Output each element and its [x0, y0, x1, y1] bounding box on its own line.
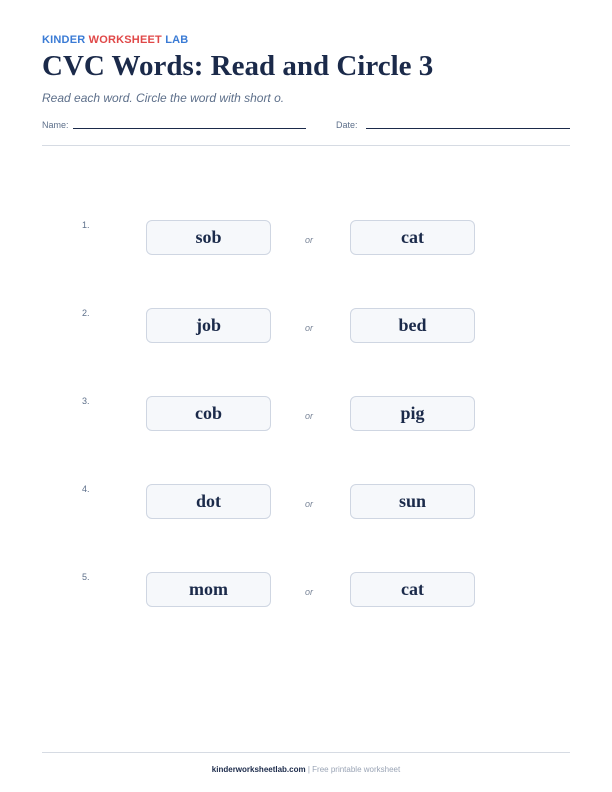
or-connector: or [305, 587, 314, 597]
date-label: Date: [336, 120, 358, 130]
item-number: 5. [82, 572, 90, 582]
brand-logo [42, 34, 188, 46]
or-connector: or [305, 499, 314, 509]
date-field[interactable] [366, 128, 570, 129]
word-choice-1[interactable]: cob [146, 396, 271, 431]
list-item [0, 484, 612, 524]
brand-part-kinder: KINDER [42, 34, 86, 46]
name-label: Name: [42, 120, 69, 130]
instructions: Read each word. Circle the word with short o. [42, 91, 285, 105]
footer-site-link[interactable]: kinderworksheetlab.com [211, 765, 306, 774]
brand-part-worksheet: WORKSHEET [88, 34, 162, 46]
page-title: CVC Words: Read and Circle 3 [42, 50, 434, 82]
word-choice-1[interactable]: sob [146, 220, 271, 255]
list-item [0, 572, 612, 612]
list-item [0, 396, 612, 436]
or-connector: or [305, 235, 314, 245]
word-choice-2[interactable]: bed [350, 308, 475, 343]
word-choice-2[interactable]: sun [350, 484, 475, 519]
footer-divider [42, 752, 570, 753]
or-connector: or [305, 323, 314, 333]
brand-part-lab: LAB [165, 34, 189, 46]
name-field[interactable] [73, 128, 306, 129]
list-item [0, 220, 612, 260]
word-choice-2[interactable]: cat [350, 572, 475, 607]
footer-note: Free printable worksheet [312, 765, 401, 774]
footer [0, 765, 612, 774]
word-choice-2[interactable]: pig [350, 396, 475, 431]
header-divider [42, 145, 570, 146]
word-choice-2[interactable]: cat [350, 220, 475, 255]
item-number: 1. [82, 220, 90, 230]
footer-separator: | [307, 765, 310, 774]
word-choice-1[interactable]: dot [146, 484, 271, 519]
item-number: 3. [82, 396, 90, 406]
word-choice-1[interactable]: mom [146, 572, 271, 607]
item-number: 2. [82, 308, 90, 318]
or-connector: or [305, 411, 314, 421]
item-number: 4. [82, 484, 90, 494]
word-choice-1[interactable]: job [146, 308, 271, 343]
list-item [0, 308, 612, 348]
